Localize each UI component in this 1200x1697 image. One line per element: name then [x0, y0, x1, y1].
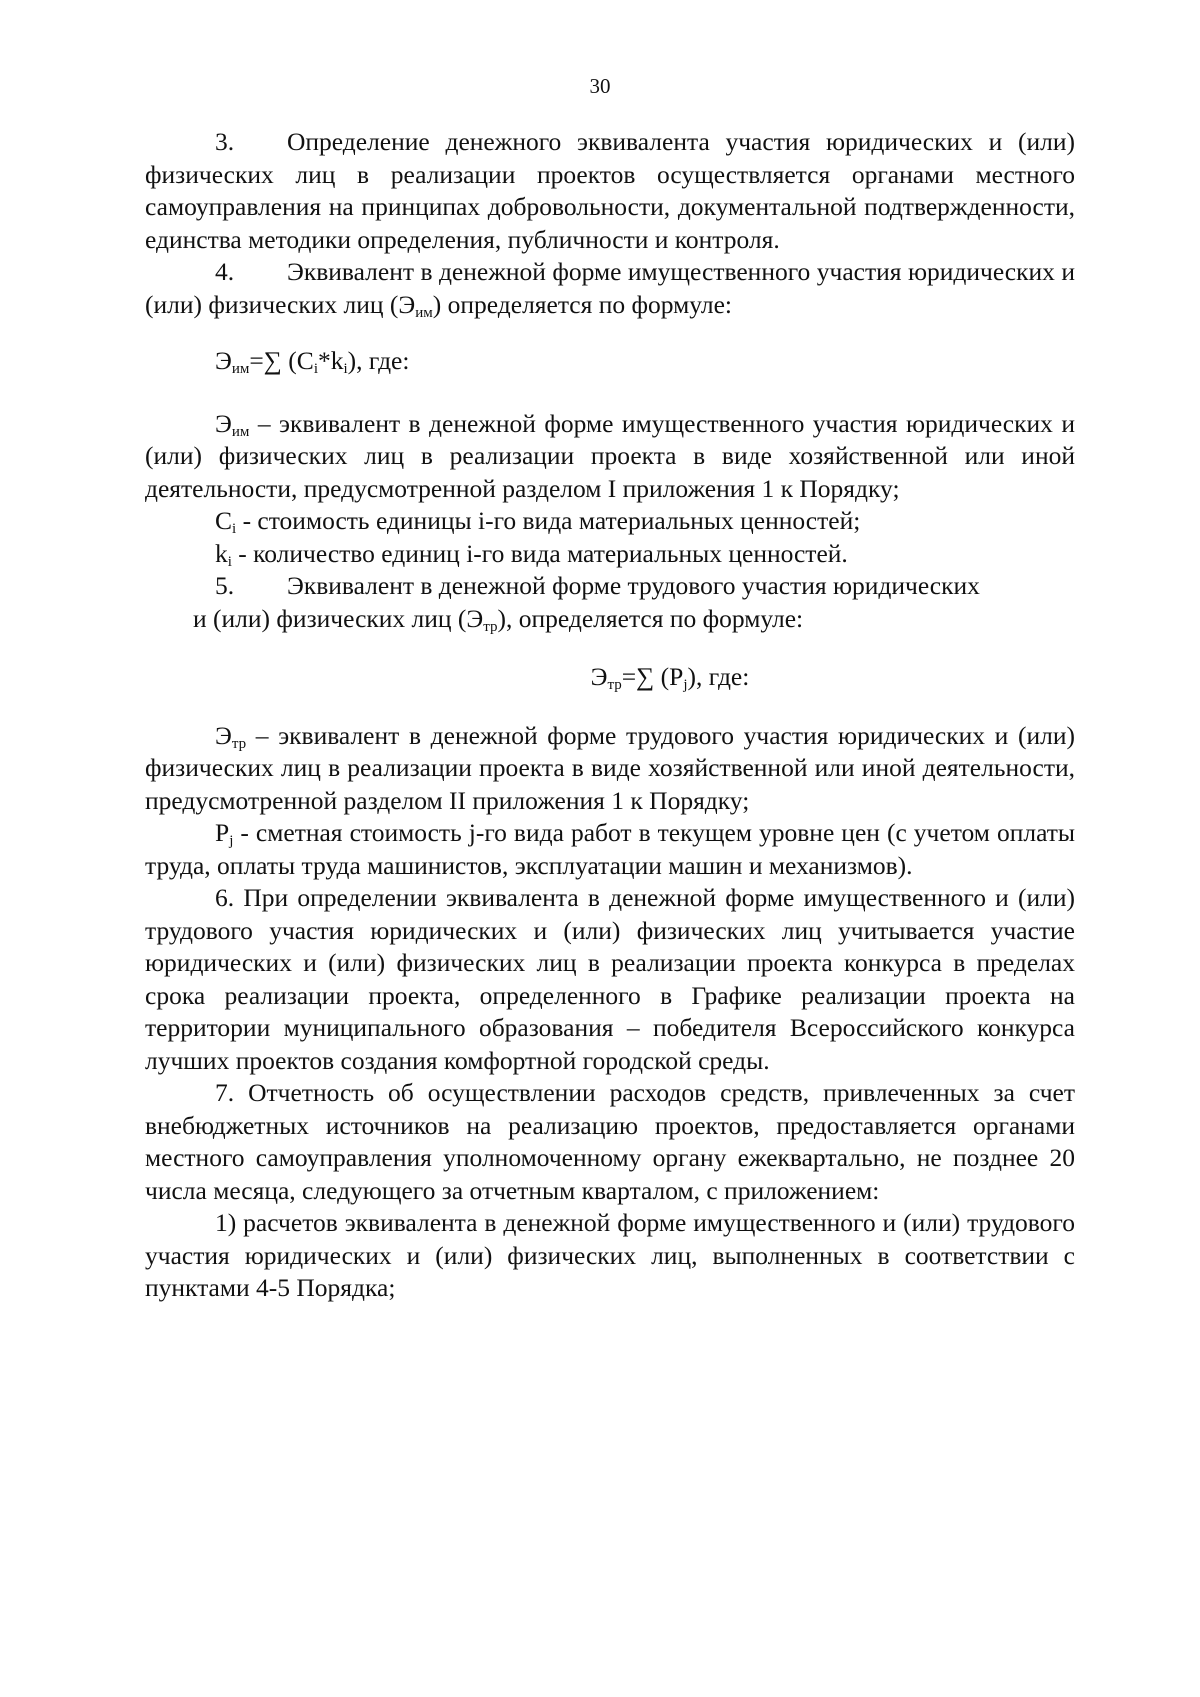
item-number: 4.: [215, 257, 235, 286]
paragraph-5-line-1: [145, 570, 1075, 603]
paragraph-text: Эквивалент в денежной форме имущественного участия юридических и (или) физических лиц (Э: [145, 257, 1075, 319]
definition-pj: [145, 817, 1075, 882]
formula-text: ), где:: [347, 346, 410, 375]
page-number: 30: [589, 74, 611, 98]
subscript: им: [231, 423, 250, 440]
paragraph-text: Эквивалент в денежной форме трудового участия юридических: [287, 571, 980, 600]
paragraph-text: ), определяется по формуле:: [497, 603, 804, 633]
paragraph-6: 6. При определении эквивалента в денежной форме имущественного и (или) трудового участия юридических и (или) физических лиц учитывается участие юридических и (или) физических лиц в реализации проекта конкурса в пределах срока реализации проекта, определенного в Графике реализации проекта на территории муниципального образования – победителя Всероссийского конкурса лучших проектов создания комфортной городской среды.: [145, 883, 1075, 1075]
definition-etr: [145, 720, 1075, 818]
definition-ki: [145, 538, 1075, 571]
subscript: i: [232, 521, 237, 537]
subscript: им: [231, 361, 250, 377]
formula-symbol: C: [215, 506, 233, 535]
formula-symbol: Э: [215, 346, 232, 375]
paragraph-text: ) определяется по формуле:: [432, 289, 733, 319]
formula-text: *k: [317, 346, 344, 375]
paragraph-text: и (или) физических лиц (Э: [193, 603, 484, 633]
subscript: тр: [607, 677, 622, 693]
paragraph-7: 7. Отчетность об осуществлении расходов средств, привлеченных за счет внебюджетных источников на реализацию проектов, предоставляется органами местного самоуправления уполномоченному органу ежеквартально, не позднее 20 числа месяца, следующего за отчетным кварталом, с приложением:: [145, 1078, 1075, 1205]
definition-text: – эквивалент в денежной форме трудового участия юридических и (или) физических лиц в реализации проекта в виде хозяйственной или иной деятельности, предусмотренной разделом II приложения 1 к Порядку;: [145, 720, 1075, 815]
paragraph-text: Определение денежного эквивалента участия юридических и (или) физических лиц в реализации проектов осуществляется органами местного самоуправления на принципах добровольности, документальной подтвержденности, единства методики определения, публичности и контроля.: [145, 127, 1075, 254]
subscript: тр: [231, 735, 247, 752]
formula-symbol: Э: [215, 408, 232, 438]
paragraph-3: [145, 126, 1075, 256]
definition-ci: [145, 505, 1075, 538]
paragraph-5-line-2: [145, 603, 1075, 636]
subscript: i: [343, 361, 348, 377]
definition-text: - сметная стоимость j-го вида работ в текущем уровне цен (с учетом оплаты труда, оплаты труда машинистов, эксплуатации машин и механизмов).: [145, 818, 1075, 880]
formula-text: =∑ (P: [621, 662, 684, 691]
subscript: им: [415, 304, 433, 321]
subscript: j: [683, 677, 688, 693]
paragraph-4: [145, 256, 1075, 321]
formula-text: =∑ (C: [249, 346, 314, 375]
formula-labor-equivalent: [145, 661, 1075, 694]
definition-text: - количество единиц i-го вида материальных ценностей.: [231, 538, 848, 568]
formula-symbol: Э: [215, 720, 232, 750]
subscript: тр: [483, 618, 498, 635]
definition-text: - стоимость единицы i-го вида материальных ценностей;: [236, 506, 861, 535]
formula-symbol: k: [215, 538, 228, 568]
formula-property-equivalent: [145, 345, 1075, 378]
item-number: 5.: [215, 571, 235, 600]
formula-symbol: P: [215, 818, 230, 847]
definition-eim: [145, 408, 1075, 506]
item-number: 3.: [215, 127, 235, 156]
formula-symbol: Э: [590, 662, 608, 691]
definition-text: – эквивалент в денежной форме имущественного участия юридических и (или) физических лиц в реализации проекта в виде хозяйственной или иной деятельности, предусмотренной разделом I приложения 1 к Порядку;: [145, 408, 1075, 503]
subscript: j: [229, 833, 234, 849]
formula-text: ), где:: [687, 662, 750, 691]
document-body: [145, 126, 1075, 1305]
subscript: i: [313, 361, 318, 377]
paragraph-7-item-1: 1) расчетов эквивалента в денежной форме имущественного и (или) трудового участия юридических и (или) физических лиц, выполненных в соответствии с пунктами 4-5 Порядка;: [145, 1208, 1075, 1302]
subscript: i: [227, 553, 232, 570]
